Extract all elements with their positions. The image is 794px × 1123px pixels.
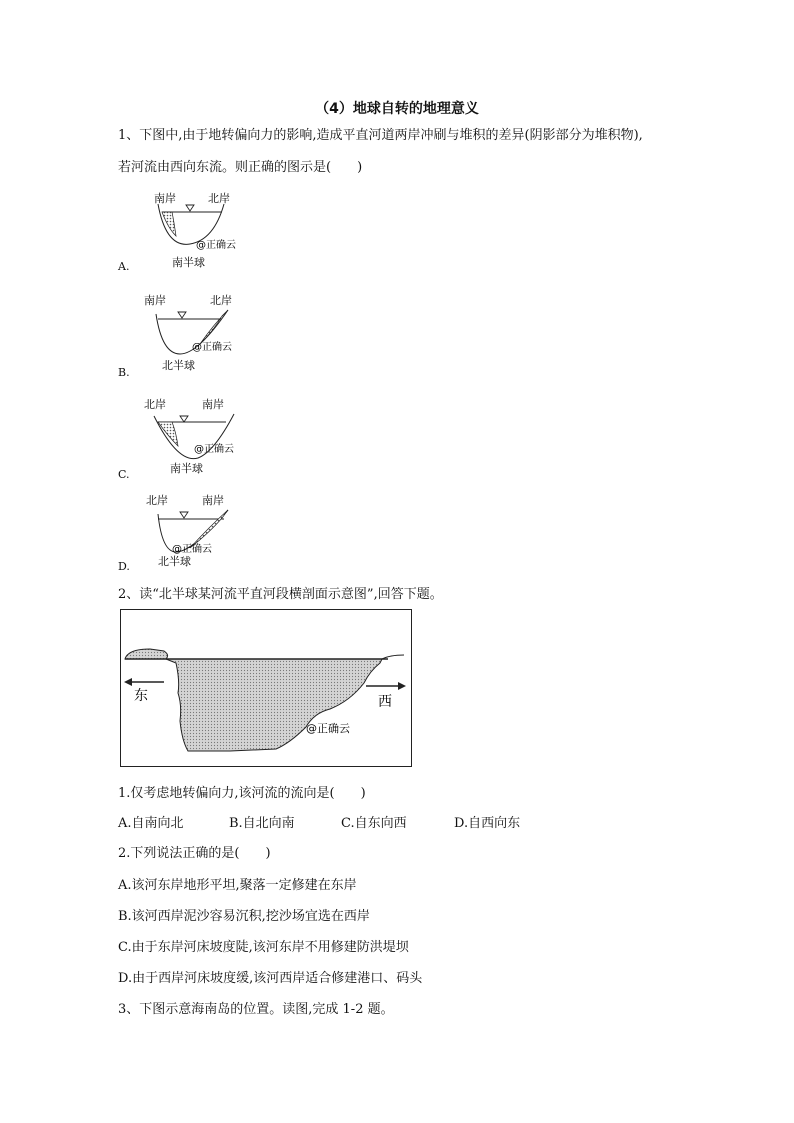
q2-sub2-stem: 2.下列说法正确的是( )	[118, 846, 271, 861]
hemisphere-label: 南半球	[170, 462, 203, 475]
hemisphere-label: 北半球	[162, 359, 195, 372]
q1-option-c[interactable]	[118, 396, 258, 484]
q1-option-a[interactable]	[118, 190, 258, 276]
hemisphere-label: 北半球	[158, 555, 191, 568]
q2-sub1-option-a[interactable]: A.自南向北	[118, 816, 184, 831]
deposit-shading	[162, 212, 176, 236]
watermark: @正确云	[192, 342, 232, 353]
left-bank-label: 南岸	[154, 192, 176, 205]
page-title: （4）地球自转的地理意义	[315, 101, 479, 117]
watermark: @正确云	[306, 722, 350, 735]
deposit-shading	[190, 510, 228, 548]
q2-sub2-option-a[interactable]: A.该河东岸地形平坦,聚落一定修建在东岸	[118, 878, 357, 893]
left-bank-label: 南岸	[144, 294, 166, 307]
water-level-icon	[180, 416, 188, 422]
q2-sub1-option-d[interactable]: D.自西向东	[454, 816, 521, 831]
river-diagram-b	[118, 292, 258, 376]
left-bank-label: 北岸	[146, 494, 168, 507]
watermark: @正确云	[172, 544, 212, 555]
q1-option-d-letter: D.	[118, 560, 130, 573]
watermark: @正确云	[194, 444, 234, 455]
deposit-shading	[158, 422, 178, 446]
q2-sub2-option-c[interactable]: C.由于东岸河床坡度陡,该河东岸不用修建防洪堤坝	[118, 940, 409, 955]
right-bank-label: 北岸	[208, 192, 230, 205]
water-level-icon	[178, 312, 186, 318]
q1-stem-line1: 1、下图中,由于地转偏向力的影响,造成平直河道两岸冲刷与堆积的差异(阴影部分为堆积物),	[118, 128, 643, 143]
water-level-icon	[186, 205, 194, 211]
east-label: 东	[134, 688, 148, 704]
q1-option-a-letter: A.	[118, 260, 130, 273]
river-cross-section-figure	[120, 609, 414, 773]
water-level-icon	[180, 512, 188, 518]
deposit-shading	[200, 310, 228, 344]
q2-sub1-option-c[interactable]: C.自东向西	[341, 816, 407, 831]
right-bank-label: 北岸	[210, 294, 232, 307]
q2-sub1-option-b[interactable]: B.自北向南	[229, 816, 295, 831]
hemisphere-label: 南半球	[172, 256, 205, 269]
left-bank-label: 北岸	[144, 398, 166, 411]
right-bank-label: 南岸	[202, 398, 224, 411]
q2-sub2-option-b[interactable]: B.该河西岸泥沙容易沉积,挖沙场宜选在西岸	[118, 909, 370, 924]
q1-option-c-letter: C.	[118, 468, 130, 481]
west-label: 西	[378, 694, 392, 710]
watermark: @正确云	[196, 240, 236, 251]
right-bank-label: 南岸	[202, 494, 224, 507]
q1-option-b-letter: B.	[118, 366, 130, 379]
q1-stem-line2: 若河流由西向东流。则正确的图示是( )	[118, 160, 363, 175]
river-diagram-c	[118, 396, 258, 480]
q2-stem: 2、读“北半球某河流平直河段横剖面示意图”,回答下题。	[118, 587, 443, 602]
q3-stem: 3、下图示意海南岛的位置。读图,完成 1-2 题。	[118, 1002, 394, 1017]
q1-option-d[interactable]	[118, 492, 258, 580]
river-diagram-d	[118, 492, 258, 576]
q2-sub1-stem: 1.仅考虑地转偏向力,该河流的流向是( )	[118, 786, 366, 801]
q2-sub2-option-d[interactable]: D.由于西岸河床坡度缓,该河西岸适合修建港口、码头	[118, 971, 423, 986]
river-diagram-a	[118, 190, 258, 272]
q1-option-b[interactable]	[118, 292, 258, 380]
